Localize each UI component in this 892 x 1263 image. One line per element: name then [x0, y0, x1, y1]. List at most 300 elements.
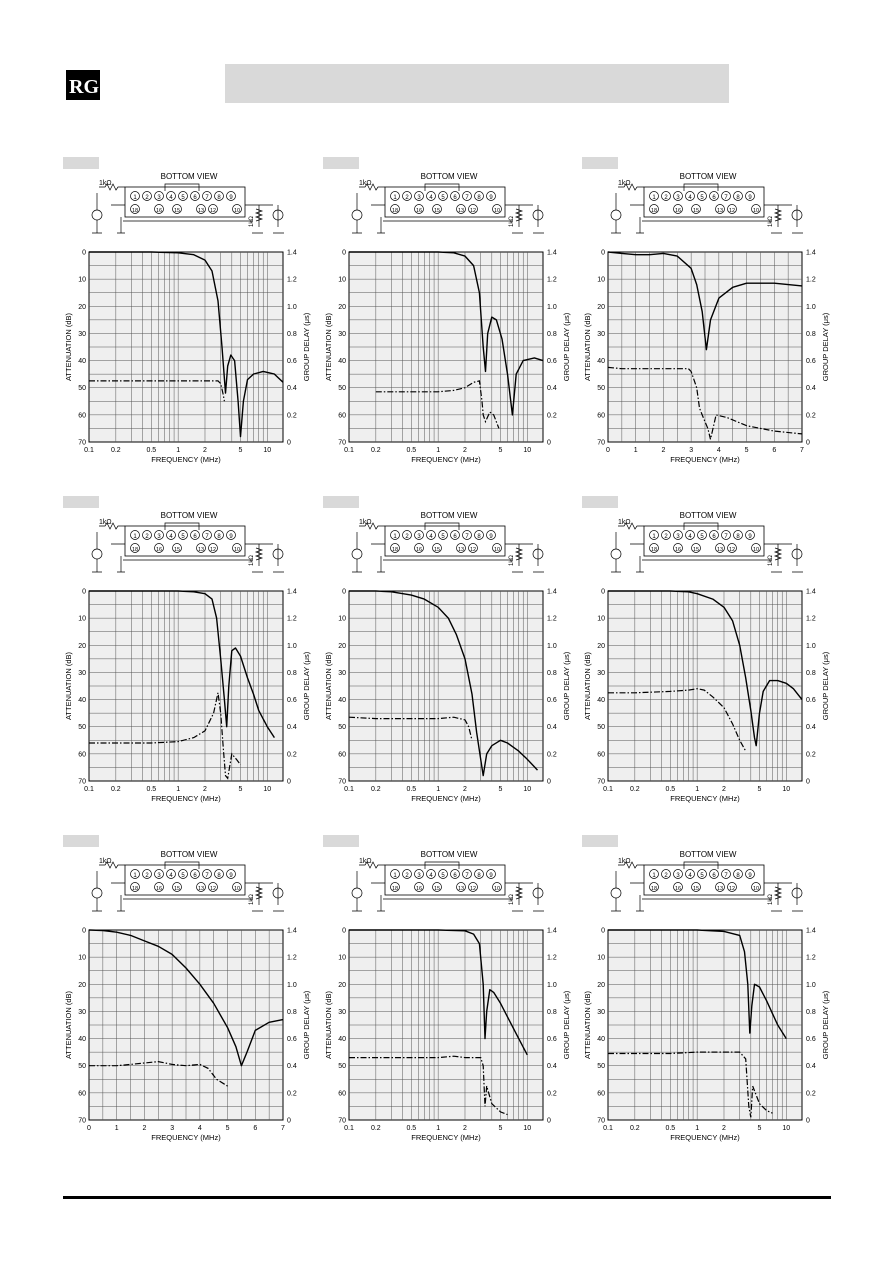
pin-label: 16: [415, 886, 423, 892]
pin-label: 1: [652, 195, 656, 201]
y-tick-label: 30: [338, 1008, 346, 1016]
bottom-view-label: BOTTOM VIEW: [160, 850, 218, 859]
y2-tick-label: 0: [547, 1117, 551, 1125]
pin-label: 7: [724, 873, 728, 879]
y-tick-label: 50: [338, 1063, 346, 1071]
circuit-diagram: [611, 511, 803, 572]
y2-tick-label: 0.6: [547, 358, 557, 366]
y2-tick-label: 1.2: [287, 276, 297, 284]
y2-tick-label: 0.8: [806, 330, 816, 338]
pin-label: 6: [193, 195, 197, 201]
pin-label: 3: [417, 873, 421, 879]
y2-tick-label: 1.2: [547, 954, 557, 962]
x-tick-label: 5: [757, 1125, 762, 1132]
y-axis-label: ATTENUATION (dB): [324, 312, 333, 382]
y2-axis-label: GROUP DELAY (μs): [562, 312, 571, 382]
y2-tick-label: 1.0: [806, 981, 816, 989]
company-logo: [66, 70, 100, 100]
y2-tick-label: 1.0: [547, 303, 557, 311]
y2-tick-label: 0.6: [547, 697, 557, 705]
y2-axis-label: GROUP DELAY (μs): [562, 990, 571, 1060]
pin-label: 3: [676, 195, 680, 201]
x-tick-label: 5: [238, 786, 243, 793]
pin-label: 1: [652, 873, 656, 879]
y2-tick-label: 1.2: [806, 615, 816, 623]
signal-source: [611, 210, 621, 220]
y-tick-label: 0: [342, 588, 346, 596]
y2-tick-label: 0: [287, 778, 291, 786]
chart-panel: [63, 157, 325, 487]
pin-label: 3: [417, 195, 421, 201]
y-tick-label: 50: [338, 385, 346, 393]
bottom-view-label: BOTTOM VIEW: [420, 511, 478, 520]
filter-outline: [125, 526, 245, 556]
output-resistor-label: 1kΩ: [768, 216, 774, 227]
pin-label: 18: [391, 886, 399, 892]
y-tick-label: 10: [338, 276, 346, 284]
pin-label: 8: [477, 195, 481, 201]
pin-label: 15: [692, 208, 700, 214]
ground-symbol: [92, 193, 125, 233]
ground-symbol: [611, 532, 644, 572]
y-tick-label: 70: [338, 778, 346, 786]
pin-label: 12: [728, 547, 736, 553]
x-tick-label: 0.1: [344, 786, 354, 793]
input-resistor-label: 1kΩ: [359, 180, 372, 187]
y2-tick-label: 0.6: [806, 697, 816, 705]
y-tick-label: 30: [78, 330, 86, 338]
x-tick-label: 7: [800, 447, 804, 454]
pin-label: 2: [145, 534, 149, 540]
y2-tick-label: 0: [287, 439, 291, 447]
y2-tick-label: 0: [547, 778, 551, 786]
y-axis-label: ATTENUATION (dB): [324, 990, 333, 1060]
x-tick-label: 5: [498, 447, 503, 454]
y-tick-label: 40: [338, 1036, 346, 1044]
y-tick-label: 50: [597, 385, 605, 393]
x-axis-label: FREQUENCY (MHz): [670, 1133, 740, 1142]
pin-label: 8: [217, 873, 221, 879]
pin-label: 1: [393, 195, 397, 201]
pin-label: 9: [229, 195, 233, 201]
pin-label: 13: [457, 208, 465, 214]
y2-tick-label: 0.4: [806, 724, 816, 732]
signal-source: [352, 888, 362, 898]
y2-tick-label: 0: [806, 439, 810, 447]
pin-label: 10: [233, 208, 241, 214]
circuit-diagram: [92, 511, 284, 572]
y-tick-label: 40: [597, 697, 605, 705]
y-tick-label: 70: [78, 439, 86, 447]
y-tick-label: 40: [78, 358, 86, 366]
input-resistor-label: 1kΩ: [618, 180, 631, 187]
y2-tick-label: 1.4: [806, 249, 816, 257]
x-tick-label: 0.1: [84, 786, 94, 793]
pin-label: 13: [716, 886, 724, 892]
y-tick-label: 20: [597, 642, 605, 650]
chart-panel: [63, 496, 325, 826]
pin-label: 1: [652, 534, 656, 540]
x-tick-label: 1: [695, 786, 700, 793]
pin-label: 6: [193, 534, 197, 540]
pin-label: 2: [664, 195, 668, 201]
circuit-diagram: [611, 850, 803, 911]
filter-outline: [385, 865, 505, 895]
x-tick-label: 0.5: [665, 1125, 676, 1132]
filter-outline: [385, 187, 505, 217]
y-tick-label: 70: [597, 778, 605, 786]
x-tick-label: 1: [176, 786, 181, 793]
y-axis-label: ATTENUATION (dB): [583, 990, 592, 1060]
logo-text: RG: [69, 76, 99, 98]
y-tick-label: 70: [338, 1117, 346, 1125]
pin-label: 1: [133, 873, 137, 879]
pin-label: 12: [469, 886, 477, 892]
pin-label: 16: [415, 208, 423, 214]
pin-label: 9: [489, 195, 493, 201]
x-tick-label: 7: [281, 1125, 285, 1132]
pin-label: 13: [716, 208, 724, 214]
y-tick-label: 0: [342, 249, 346, 257]
x-tick-label: 2: [722, 1125, 726, 1132]
ground-symbol: [611, 193, 644, 233]
y-tick-label: 60: [597, 1090, 605, 1098]
signal-source: [92, 888, 102, 898]
y-tick-label: 20: [338, 303, 346, 311]
pin-label: 6: [453, 873, 457, 879]
pin-label: 8: [736, 195, 740, 201]
pin-label: 12: [469, 208, 477, 214]
filter-outline: [644, 865, 764, 895]
y2-tick-label: 0.6: [806, 1036, 816, 1044]
x-tick-label: 5: [757, 786, 762, 793]
pin-label: 4: [429, 534, 433, 540]
pin-label: 13: [197, 886, 205, 892]
y-axis-label: ATTENUATION (dB): [64, 651, 73, 721]
y-tick-label: 20: [78, 642, 86, 650]
x-tick-label: 10: [523, 786, 532, 793]
pin-label: 9: [489, 873, 493, 879]
pin-label: 10: [233, 547, 241, 553]
signal-source: [352, 210, 362, 220]
y-tick-label: 50: [78, 1063, 86, 1071]
pin-label: 3: [157, 534, 161, 540]
pin-label: 2: [405, 534, 409, 540]
ground-symbol: [92, 871, 125, 911]
y-tick-label: 0: [82, 588, 86, 596]
x-axis-label: FREQUENCY (MHz): [151, 794, 221, 803]
y2-tick-label: 0.6: [287, 697, 297, 705]
pin-label: 10: [493, 208, 501, 214]
x-tick-label: 4: [716, 447, 721, 454]
pin-label: 5: [181, 534, 185, 540]
filter-outline: [644, 187, 764, 217]
pin-label: 9: [748, 195, 752, 201]
y-tick-label: 70: [597, 439, 605, 447]
pin-label: 8: [736, 873, 740, 879]
y2-tick-label: 1.4: [547, 249, 557, 257]
y-tick-label: 50: [338, 724, 346, 732]
y2-tick-label: 0.2: [806, 412, 816, 420]
pin-label: 7: [205, 534, 209, 540]
output-resistor-label: 1kΩ: [768, 894, 774, 905]
y2-tick-label: 0: [806, 778, 810, 786]
y2-axis-label: GROUP DELAY (μs): [302, 312, 311, 382]
pin-label: 8: [217, 195, 221, 201]
pin-label: 18: [391, 208, 399, 214]
pin-label: 5: [700, 873, 704, 879]
x-axis-label: FREQUENCY (MHz): [151, 1133, 221, 1142]
y2-tick-label: 0.8: [547, 1008, 557, 1016]
pin-label: 8: [217, 534, 221, 540]
y-tick-label: 10: [78, 615, 86, 623]
pin-label: 15: [173, 547, 181, 553]
pin-label: 9: [229, 873, 233, 879]
output-resistor-label: 1kΩ: [249, 555, 255, 566]
pin-label: 15: [173, 886, 181, 892]
y-tick-label: 20: [78, 303, 86, 311]
pin-label: 4: [429, 195, 433, 201]
y2-tick-label: 0.2: [806, 751, 816, 759]
pin-label: 15: [692, 886, 700, 892]
x-tick-label: 5: [744, 447, 749, 454]
pin-label: 5: [441, 195, 445, 201]
y2-tick-label: 0.8: [287, 669, 297, 677]
pin-label: 9: [748, 534, 752, 540]
y2-tick-label: 0.8: [806, 1008, 816, 1016]
filter-outline: [125, 865, 245, 895]
pin-label: 16: [415, 547, 423, 553]
x-tick-label: 0.1: [603, 786, 613, 793]
x-tick-label: 2: [203, 447, 207, 454]
pin-label: 3: [157, 195, 161, 201]
y2-tick-label: 1.4: [547, 927, 557, 935]
x-tick-label: 1: [436, 786, 441, 793]
pin-label: 3: [676, 873, 680, 879]
pin-label: 16: [155, 547, 163, 553]
x-tick-label: 0.5: [146, 786, 157, 793]
y-tick-label: 0: [82, 927, 86, 935]
y2-tick-label: 0.2: [287, 751, 297, 759]
y-tick-label: 20: [78, 981, 86, 989]
signal-source: [611, 549, 621, 559]
ground-symbol: [92, 532, 125, 572]
x-tick-label: 1: [176, 447, 181, 454]
pin-label: 7: [724, 534, 728, 540]
circuit-diagram: [352, 172, 544, 233]
y-tick-label: 30: [338, 330, 346, 338]
pin-label: 6: [712, 195, 716, 201]
pin-label: 4: [429, 873, 433, 879]
ground-symbol: [352, 532, 385, 572]
y2-tick-label: 0.4: [287, 724, 297, 732]
pin-label: 16: [674, 547, 682, 553]
y-tick-label: 10: [597, 276, 605, 284]
ground-symbol: [352, 193, 385, 233]
y2-tick-label: 0: [547, 439, 551, 447]
y2-tick-label: 1.2: [806, 954, 816, 962]
y-tick-label: 30: [597, 1008, 605, 1016]
pin-label: 2: [145, 873, 149, 879]
bottom-view-label: BOTTOM VIEW: [160, 511, 218, 520]
y-tick-label: 70: [78, 778, 86, 786]
chart-svg: [323, 835, 585, 1165]
pin-label: 4: [688, 195, 692, 201]
pin-label: 8: [477, 534, 481, 540]
y-tick-label: 50: [597, 1063, 605, 1071]
y-tick-label: 20: [338, 981, 346, 989]
y2-tick-label: 0.8: [287, 1008, 297, 1016]
x-tick-label: 5: [238, 447, 243, 454]
input-resistor-label: 1kΩ: [618, 519, 631, 526]
y-tick-label: 50: [78, 385, 86, 393]
pin-label: 13: [457, 547, 465, 553]
pin-label: 1: [133, 195, 137, 201]
x-tick-label: 0.2: [629, 1125, 640, 1132]
pin-label: 15: [173, 208, 181, 214]
y-tick-label: 10: [78, 276, 86, 284]
x-tick-label: 3: [170, 1125, 175, 1132]
output-resistor-label: 1kΩ: [509, 894, 515, 905]
y2-tick-label: 1.4: [806, 588, 816, 596]
y-axis-label: ATTENUATION (dB): [64, 990, 73, 1060]
pin-label: 10: [493, 547, 501, 553]
y-tick-label: 40: [338, 697, 346, 705]
y2-axis-label: GROUP DELAY (μs): [562, 651, 571, 721]
y2-tick-label: 0.2: [287, 412, 297, 420]
y-tick-label: 60: [78, 1090, 86, 1098]
chart-svg: [323, 157, 585, 487]
y-tick-label: 60: [338, 412, 346, 420]
chart-svg: [323, 496, 585, 826]
pin-label: 5: [700, 534, 704, 540]
y-tick-label: 0: [342, 927, 346, 935]
pin-label: 10: [752, 886, 760, 892]
y2-tick-label: 0.8: [547, 669, 557, 677]
signal-source: [611, 888, 621, 898]
pin-label: 15: [692, 547, 700, 553]
pin-label: 18: [391, 547, 399, 553]
x-tick-label: 0.2: [370, 786, 381, 793]
pin-label: 1: [393, 534, 397, 540]
pin-label: 18: [650, 208, 658, 214]
pin-label: 7: [465, 534, 469, 540]
y2-tick-label: 0.4: [287, 1063, 297, 1071]
y2-tick-label: 0.2: [547, 412, 557, 420]
pin-label: 18: [131, 886, 139, 892]
pin-label: 15: [433, 208, 441, 214]
pin-label: 4: [169, 195, 173, 201]
y-tick-label: 20: [597, 303, 605, 311]
input-resistor-label: 1kΩ: [99, 180, 112, 187]
pin-label: 4: [169, 873, 173, 879]
y2-tick-label: 1.0: [547, 642, 557, 650]
x-tick-label: 0.5: [406, 1125, 417, 1132]
x-tick-label: 2: [661, 447, 666, 454]
pin-label: 13: [457, 886, 465, 892]
x-tick-label: 0: [606, 447, 610, 454]
chart-panel: [582, 157, 844, 487]
pin-label: 8: [477, 873, 481, 879]
chart-panel: [323, 835, 585, 1165]
x-tick-label: 3: [689, 447, 694, 454]
chart-svg: [582, 496, 844, 826]
y2-tick-label: 0.2: [547, 751, 557, 759]
pin-label: 1: [393, 873, 397, 879]
pin-label: 2: [664, 873, 668, 879]
y2-tick-label: 1.0: [806, 303, 816, 311]
x-axis-label: FREQUENCY (MHz): [411, 794, 481, 803]
pin-label: 10: [493, 886, 501, 892]
pin-label: 2: [664, 534, 668, 540]
x-tick-label: 1: [114, 1125, 119, 1132]
x-tick-label: 6: [772, 447, 777, 454]
y-tick-label: 20: [597, 981, 605, 989]
y2-axis-label: GROUP DELAY (μs): [821, 312, 830, 382]
x-tick-label: 10: [523, 447, 532, 454]
y2-tick-label: 0.4: [806, 1063, 816, 1071]
x-tick-label: 1: [695, 1125, 700, 1132]
chart-panel: [63, 835, 325, 1165]
pin-label: 5: [181, 873, 185, 879]
output-resistor-label: 1kΩ: [768, 555, 774, 566]
x-tick-label: 10: [263, 447, 272, 454]
input-resistor-label: 1kΩ: [618, 858, 631, 865]
x-axis-label: FREQUENCY (MHz): [151, 455, 221, 464]
x-tick-label: 4: [197, 1125, 202, 1132]
chart-panel: [323, 157, 585, 487]
x-tick-label: 2: [463, 1125, 467, 1132]
x-tick-label: 0.1: [603, 1125, 613, 1132]
pin-label: 18: [650, 547, 658, 553]
ground-symbol: [352, 871, 385, 911]
pin-label: 9: [489, 534, 493, 540]
pin-label: 12: [209, 208, 217, 214]
y2-tick-label: 0.2: [287, 1090, 297, 1098]
bottom-view-label: BOTTOM VIEW: [420, 850, 478, 859]
x-tick-label: 2: [463, 447, 467, 454]
chart-svg: [63, 496, 325, 826]
pin-label: 6: [712, 534, 716, 540]
y-axis-label: ATTENUATION (dB): [583, 651, 592, 721]
chart-panel: [582, 496, 844, 826]
x-tick-label: 5: [498, 1125, 503, 1132]
x-tick-label: 0.5: [665, 786, 676, 793]
y-tick-label: 40: [338, 358, 346, 366]
y2-tick-label: 1.2: [287, 954, 297, 962]
pin-label: 12: [469, 547, 477, 553]
circuit-diagram: [92, 850, 284, 911]
pin-label: 13: [197, 547, 205, 553]
pin-label: 9: [229, 534, 233, 540]
x-tick-label: 0.2: [370, 447, 381, 454]
circuit-diagram: [352, 511, 544, 572]
y-tick-label: 70: [338, 439, 346, 447]
footer-rule: [63, 1196, 831, 1199]
pin-label: 10: [752, 208, 760, 214]
chart-svg: [63, 835, 325, 1165]
y2-tick-label: 0.4: [287, 385, 297, 393]
pin-label: 12: [209, 886, 217, 892]
pin-label: 5: [441, 534, 445, 540]
y-tick-label: 0: [601, 249, 605, 257]
pin-label: 12: [209, 547, 217, 553]
x-tick-label: 0.2: [110, 786, 121, 793]
chart-svg: [63, 157, 325, 487]
y-axis-label: ATTENUATION (dB): [324, 651, 333, 721]
y-tick-label: 0: [601, 588, 605, 596]
pin-label: 5: [181, 195, 185, 201]
